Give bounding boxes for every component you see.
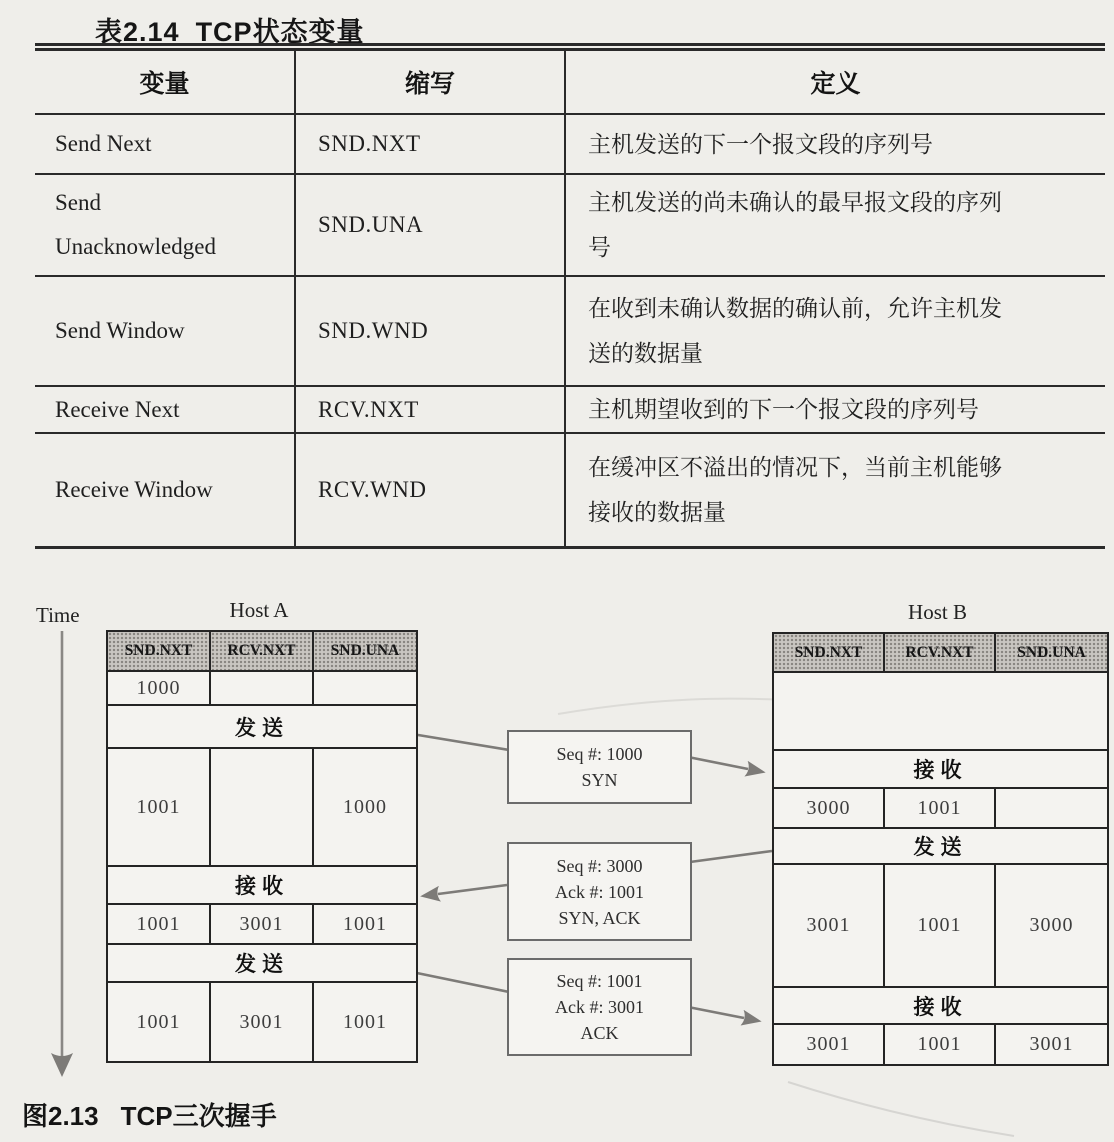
table-header-row [35,47,1105,114]
cell-definition: 主机发送的尚未确认的最早报文段的序列号 [565,174,1105,276]
host-b-values-row [773,1024,1108,1065]
table-row [35,276,1105,386]
action-send-label: 发送 [773,828,1108,864]
host-a-values-row [107,904,417,944]
cell-variable: Send Unacknowledged [35,174,295,276]
syn-arrow-head [688,757,748,769]
host-a-values-row [107,982,417,1062]
cell-abbr: SND.NXT [295,114,565,174]
syn-message-box [507,730,692,804]
action-receive-label: 接收 [107,866,417,904]
cell-variable: Receive Window [55,477,213,502]
time-label: Time [36,603,80,627]
cell-definition: 在缓冲区不溢出的情况下，当前主机能够接收的数据量 [565,433,1105,548]
msg-line: SYN, ACK [558,907,641,928]
cell-definition: 主机发送的下一个报文段的序列号 [565,114,1105,174]
value-cell: 3000 [773,788,884,828]
scan-artifact [788,1082,1014,1136]
tcp-state-variables-table [35,43,1105,549]
value-cell: 1001 [313,904,417,944]
figure-caption [22,1096,277,1133]
value-cell: 1000 [107,671,210,705]
figure-number: 图2.13 [22,1101,99,1131]
value-cell: 3000 [995,864,1108,987]
host-b-state-table [772,632,1109,1066]
msg-line: Seq #: 1000 [556,744,643,764]
cell-abbr: RCV.WND [295,433,565,548]
value-cell [995,788,1108,828]
msg-line: Seq #: 3000 [556,855,643,876]
host-b-send-row [773,828,1108,864]
host-b-title: Host B [908,600,967,624]
cell-definition: 在收到未确认数据的确认前，允许主机发送的数据量 [565,276,1105,386]
cell-variable: Send Window [35,276,295,386]
action-send-label: 发送 [107,705,417,748]
value-cell: 1001 [884,864,995,987]
table-row [35,174,1105,276]
cell-definition: 主机期望收到的下一个报文段的序列号 [565,386,1105,433]
host-b-receive-row [773,987,1108,1024]
value-cell: 3001 [995,1024,1108,1065]
host-a-state-table [106,630,418,1063]
cell-variable: Send Next [35,114,295,174]
ack-arrow-head [688,1007,744,1018]
header-rcv-nxt: RCV.NXT [884,633,995,672]
syn-arrow-tail [412,734,509,750]
synack-arrow-tail [690,851,772,862]
scan-artifact [558,699,800,714]
msg-line: SYN [581,770,618,790]
value-cell: 1001 [107,748,210,866]
host-b-values-row [773,788,1108,828]
column-header-definition: 定义 [565,47,1105,114]
value-cell: 1001 [107,904,210,944]
value-cell: 1001 [313,982,417,1062]
host-a-receive-row [107,866,417,904]
header-snd-una: SND.UNA [995,633,1108,672]
synack-arrow-head [438,885,507,894]
action-receive-label: 接收 [773,750,1108,788]
host-a-send-row [107,705,417,748]
host-a-send-row [107,944,417,982]
value-cell: 1001 [884,788,995,828]
cell-abbr: SND.UNA [295,174,565,276]
value-cell: 3001 [773,1024,884,1065]
value-cell: 1000 [313,748,417,866]
value-cell [210,748,313,866]
header-snd-nxt: SND.NXT [107,631,210,671]
host-a-values-row [107,671,417,705]
host-b-receive-row [773,750,1108,788]
msg-line: Ack #: 3001 [555,997,644,1017]
header-snd-nxt: SND.NXT [773,633,884,672]
cell-abbr: SND.WND [295,276,565,386]
host-b-values-row [773,864,1108,987]
msg-line: Seq #: 1001 [556,971,643,991]
value-cell: 3001 [210,982,313,1062]
cell-variable: Receive Next [35,386,295,433]
host-a-values-row [107,748,417,866]
cell-abbr: RCV.NXT [295,386,565,433]
empty-cell [773,672,1108,750]
value-cell [313,671,417,705]
synack-message-box [507,842,692,941]
column-header-abbr: 缩写 [295,47,565,114]
header-snd-una: SND.UNA [313,631,417,671]
host-a-title: Host A [229,598,289,622]
value-cell: 1001 [884,1024,995,1065]
ack-arrow-tail [412,972,509,992]
value-cell [210,671,313,705]
host-b-empty-row [773,672,1108,750]
table-row [35,114,1105,174]
table-number: 表2.14 [95,17,180,47]
table-title-text: TCP状态变量 [195,17,365,47]
value-cell: 1001 [107,982,210,1062]
ack-message-box [507,958,692,1056]
host-b-header-row [773,633,1108,672]
table-row [35,433,1105,548]
action-send-label: 发送 [107,944,417,982]
column-header-variable: 变量 [35,47,295,114]
header-rcv-nxt: RCV.NXT [210,631,313,671]
figure-caption-text: TCP三次握手 [120,1101,277,1131]
host-a-header-row [107,631,417,671]
value-cell: 3001 [210,904,313,944]
msg-line: ACK [580,1023,619,1043]
table-row [35,386,1105,433]
msg-line: Ack #: 1001 [555,881,644,902]
action-receive-label: 接收 [773,987,1108,1024]
value-cell: 3001 [773,864,884,987]
